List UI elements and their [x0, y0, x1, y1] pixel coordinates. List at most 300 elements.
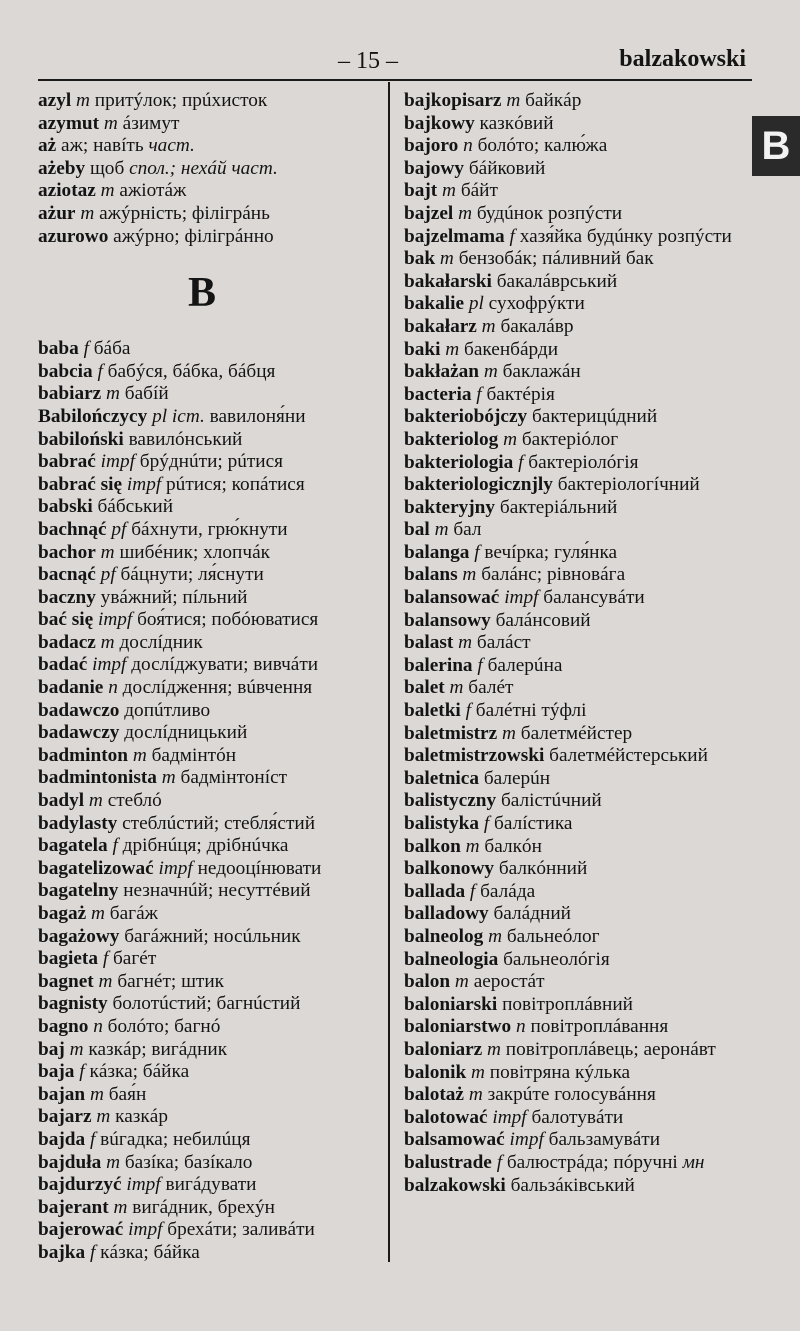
- headword: baki: [404, 338, 441, 360]
- dictionary-entry: [404, 474, 746, 497]
- translation: бадмінтóн: [151, 744, 237, 766]
- dictionary-entry: [38, 542, 382, 565]
- headword: badawczo: [38, 699, 120, 721]
- usage-note: част.: [148, 135, 195, 157]
- headword: baba: [38, 338, 79, 360]
- grammar-label: m: [100, 180, 115, 202]
- header-rule: [38, 79, 752, 81]
- headword: badać: [38, 654, 88, 676]
- dictionary-entry: [404, 723, 746, 746]
- translation: дослíдження; вúвчення: [122, 677, 313, 699]
- headword: bakteryjny: [404, 496, 496, 518]
- dictionary-entry: [404, 1175, 746, 1198]
- dictionary-entry: [404, 926, 746, 949]
- dictionary-entry: [38, 677, 382, 700]
- translation: бал: [453, 519, 482, 541]
- headword: bagażowy: [38, 925, 120, 947]
- headword: bachnąć: [38, 518, 107, 540]
- headword: babiarz: [38, 383, 102, 405]
- translation: бактеріóлог: [521, 428, 619, 450]
- translation: багéт: [113, 948, 157, 970]
- headword: balsamować: [404, 1129, 505, 1151]
- dictionary-entry: [38, 971, 382, 994]
- translation: стеблúстий; стебля́стий: [122, 812, 316, 834]
- grammar-label: m: [103, 112, 118, 134]
- grammar-label: impf: [492, 1106, 527, 1128]
- translation: балáст: [476, 632, 531, 654]
- dictionary-entry: [38, 361, 382, 384]
- translation: кáзка; бáйка: [89, 1061, 190, 1083]
- dictionary-entry: [38, 632, 382, 655]
- translation: бáхнути, грю́кнути: [131, 518, 288, 540]
- grammar-label: n: [463, 135, 473, 157]
- headword: azyl: [38, 90, 72, 111]
- headword: badminton: [38, 744, 129, 766]
- dictionary-entry: [404, 429, 746, 452]
- dictionary-entry: [38, 609, 382, 632]
- translation: казкáр: [115, 1106, 168, 1128]
- dictionary-entry: [404, 1016, 746, 1039]
- translation: бабýся, бáбка, бáбця: [107, 360, 276, 382]
- translation: хазя́йка будúнку розпýсти: [519, 225, 732, 247]
- grammar-label: m: [88, 790, 103, 812]
- translation: вúгадка; небилúця: [100, 1128, 251, 1150]
- grammar-label: m: [462, 564, 477, 586]
- dictionary-entry: [38, 1197, 382, 1220]
- dictionary-entry: [38, 948, 382, 971]
- translation: баклажáн: [502, 361, 581, 383]
- headword: balneologia: [404, 948, 499, 970]
- grammar-label: impf: [509, 1129, 544, 1151]
- headword: aż: [38, 135, 57, 157]
- running-head: balzakowski: [619, 46, 746, 72]
- dictionary-entry: [38, 790, 382, 813]
- headword: bakałarski: [404, 270, 492, 292]
- grammar-label: pl іст.: [152, 405, 205, 427]
- translation: сухофрýкти: [488, 293, 585, 315]
- headword: balerina: [404, 654, 473, 676]
- headword: bajzelmama: [404, 225, 505, 247]
- dictionary-entry: [38, 383, 382, 406]
- translation: стеблó: [107, 790, 162, 812]
- dictionary-entry: [404, 384, 746, 407]
- headword: baja: [38, 1061, 75, 1083]
- translation: болотúстий; багнúстий: [112, 993, 301, 1015]
- dictionary-entry: [404, 203, 746, 226]
- translation: бактеріологíчний: [557, 474, 700, 496]
- dictionary-entry: [38, 835, 382, 858]
- translation: вигáдувати: [165, 1174, 257, 1196]
- grammar-label: f: [465, 700, 471, 722]
- translation: бакалáврський: [496, 270, 618, 292]
- translation: дрібнúця; дрібнúчка: [122, 835, 289, 857]
- translation: будúнок розпýсти: [476, 202, 623, 224]
- dictionary-entry: [404, 361, 746, 384]
- translation: недооцíнювати: [197, 857, 322, 879]
- dictionary-entry: [38, 564, 382, 587]
- translation: бáцнути; ля́снути: [120, 564, 264, 586]
- dictionary-entry: [404, 836, 746, 859]
- headword: bakalie: [404, 293, 464, 315]
- headword: balet: [404, 677, 445, 699]
- section-letter: B: [187, 270, 216, 317]
- dictionary-entry: [404, 610, 746, 633]
- translation: казкóвий: [479, 112, 554, 134]
- translation: бальзáківський: [510, 1174, 635, 1196]
- headword: baloniarstwo: [404, 1016, 512, 1038]
- grammar-label: m: [445, 338, 460, 360]
- translation: бабíй: [124, 383, 169, 405]
- grammar-label: impf: [504, 587, 539, 609]
- headword: balotować: [404, 1106, 488, 1128]
- headword: bajzel: [404, 202, 454, 224]
- usage-note: спол.; нехáй част.: [129, 157, 278, 179]
- translation: притýлок; прúхисток: [94, 90, 268, 111]
- dictionary-entry: [38, 587, 382, 610]
- grammar-label: impf: [128, 1219, 163, 1241]
- translation: болóто; багнó: [107, 1015, 221, 1037]
- grammar-label: m: [80, 202, 95, 224]
- headword: ballada: [404, 880, 466, 902]
- headword: baletki: [404, 700, 461, 722]
- translation: бáйт: [460, 180, 498, 202]
- headword: badylasty: [38, 812, 118, 834]
- dictionary-entry: [38, 226, 382, 249]
- translation: кáзка; бáйка: [100, 1241, 200, 1263]
- dictionary-entry: [38, 519, 382, 542]
- grammar-label: m: [458, 632, 473, 654]
- dictionary-entry: [404, 158, 746, 181]
- dictionary-entry: [404, 1084, 746, 1107]
- headword: bajoro: [404, 135, 459, 157]
- headword: bagatelny: [38, 880, 119, 902]
- dictionary-entry: [404, 971, 746, 994]
- translation: балансувáти: [543, 587, 645, 609]
- grammar-label: f: [102, 948, 109, 970]
- grammar-label: impf: [98, 609, 133, 631]
- dictionary-entry: [38, 203, 382, 226]
- translation: бактеріолóгія: [528, 451, 639, 473]
- translation: бáбський: [97, 496, 174, 518]
- headword: baletnica: [404, 767, 479, 789]
- translation: багáжний; носúльник: [124, 925, 301, 947]
- grammar-label: m: [89, 1083, 104, 1105]
- headword: bakteriologicznjly: [404, 474, 553, 496]
- translation: вечíрка; гуля́нка: [484, 541, 618, 563]
- translation: балкóнний: [498, 858, 588, 880]
- translation: бальнеолóгія: [503, 948, 610, 970]
- dictionary-entry: [38, 451, 382, 474]
- translation: ажіотáж: [119, 180, 187, 202]
- grammar-label: m: [506, 90, 521, 111]
- headword: badmintonista: [38, 767, 157, 789]
- headword: badanie: [38, 677, 104, 699]
- grammar-label: f: [483, 813, 490, 834]
- headword: bacnąć: [38, 564, 96, 586]
- dictionary-entry: [404, 293, 746, 316]
- headword: baj: [38, 1038, 65, 1060]
- headword: balans: [404, 564, 458, 586]
- headword: balkon: [404, 835, 461, 857]
- dictionary-entry: [404, 564, 746, 587]
- headword: bagno: [38, 1015, 89, 1037]
- grammar-label: m: [434, 519, 449, 541]
- dictionary-entry: [404, 745, 746, 768]
- grammar-label: impf: [126, 473, 162, 495]
- translation: бакалáвр: [500, 315, 574, 337]
- headword: ażur: [38, 202, 76, 224]
- dictionary-entry: [404, 452, 746, 475]
- dictionary-entry: [404, 226, 746, 249]
- dictionary-entry: [404, 858, 746, 881]
- headword: badyl: [38, 790, 85, 812]
- translation: брýднúти; рúтися: [139, 451, 284, 473]
- translation: бактéрія: [486, 383, 555, 405]
- translation: бадмінтонíст: [180, 767, 288, 789]
- headword: bajkowy: [404, 112, 475, 134]
- headword: bakteriobójczy: [404, 406, 528, 428]
- translation: казкáр; вигáдник: [88, 1038, 228, 1060]
- grammar-label: pf: [111, 518, 127, 540]
- grammar-label: m: [100, 541, 115, 563]
- translation: бая́н: [108, 1083, 147, 1105]
- translation: дослíдницький: [124, 722, 248, 744]
- dictionary-entry: [404, 903, 746, 926]
- grammar-label: m: [132, 744, 147, 766]
- grammar-label: n: [108, 677, 118, 699]
- headword: bagnisty: [38, 993, 108, 1015]
- translation: боя́тися; побóюватися: [137, 609, 319, 631]
- translation: ажýрність; філігрáнь: [99, 202, 270, 224]
- headword: bajda: [38, 1128, 86, 1150]
- grammar-label: f: [476, 383, 482, 405]
- headword: babiloński: [38, 428, 124, 450]
- grammar-label: m: [471, 1061, 485, 1083]
- grammar-label: m: [454, 971, 469, 993]
- grammar-label: m: [481, 315, 496, 337]
- headword: balistyczny: [404, 790, 497, 812]
- headword: babski: [38, 496, 93, 518]
- dictionary-entry: [404, 1062, 746, 1085]
- grammar-label: f: [509, 225, 515, 247]
- translation: дослíджувати; вивчáти: [131, 654, 319, 676]
- grammar-label: n: [515, 1016, 526, 1038]
- grammar-label: f: [97, 360, 103, 382]
- dictionary-entry: [404, 339, 746, 362]
- headword: baloniarz: [404, 1038, 483, 1060]
- dictionary-entry: [404, 519, 746, 542]
- translation: балетмéйстерський: [549, 745, 708, 767]
- dictionary-entry: [404, 881, 746, 904]
- dictionary-entry: [404, 768, 746, 791]
- grammar-label: f: [496, 1151, 503, 1173]
- translation: балерúна: [487, 654, 563, 676]
- grammar-label: m: [69, 1038, 84, 1060]
- headword: bajarz: [38, 1106, 92, 1128]
- translation: балáнс; рівновáга: [481, 564, 626, 586]
- grammar-label: m: [483, 361, 498, 383]
- headword: bajt: [404, 180, 438, 202]
- grammar-label: pl: [468, 293, 484, 315]
- headword: babcia: [38, 360, 93, 382]
- grammar-label: f: [518, 451, 524, 473]
- grammar-label: f: [79, 1061, 85, 1083]
- dictionary-entry: [38, 880, 382, 903]
- headword: baletmistrzowski: [404, 745, 545, 767]
- translation: балотувáти: [531, 1106, 624, 1128]
- translation: повітряна кýлька: [489, 1061, 631, 1083]
- translation: рúтися; копáтися: [166, 473, 305, 495]
- headword: balladowy: [404, 903, 489, 925]
- headword: baczny: [38, 586, 96, 608]
- headword: bajowy: [404, 157, 464, 179]
- translation: бактеріáльний: [499, 496, 618, 518]
- headword: bakałarz: [404, 315, 477, 337]
- translation: базíка; базíкало: [124, 1151, 253, 1173]
- translation: балістúчний: [500, 790, 602, 812]
- headword: balast: [404, 632, 454, 654]
- headword: balustrade: [404, 1151, 492, 1173]
- headword: bagatela: [38, 835, 108, 857]
- translation: багáж: [109, 903, 158, 924]
- dictionary-entry: [404, 949, 746, 972]
- dictionary-entry: [38, 113, 382, 136]
- dictionary-entry: [404, 248, 746, 271]
- translation: брехáти; заливáти: [167, 1219, 315, 1241]
- dictionary-entry: [404, 632, 746, 655]
- dictionary-entry: [38, 406, 382, 429]
- dictionary-entry: [404, 406, 746, 429]
- dictionary-entry: [38, 180, 382, 203]
- dictionary-entry: [404, 497, 746, 520]
- headword: bagatelizować: [38, 857, 154, 879]
- grammar-label: m: [465, 835, 480, 857]
- translation: балáда: [480, 880, 536, 902]
- grammar-label: f: [469, 880, 476, 902]
- headword: bajerant: [38, 1196, 109, 1218]
- dictionary-entry: [38, 767, 382, 790]
- translation: бальнеóлог: [506, 925, 600, 947]
- dictionary-entry: [38, 90, 382, 113]
- translation: щоб: [89, 157, 125, 179]
- dictionary-entry: [404, 1152, 746, 1175]
- dictionary-entry: [38, 1061, 382, 1084]
- translation: аж; навíть: [61, 135, 144, 157]
- headword: bajan: [38, 1083, 86, 1105]
- dictionary-entry: [38, 338, 382, 361]
- grammar-label: f: [112, 835, 118, 857]
- headword: ażeby: [38, 157, 86, 179]
- dictionary-entry: [38, 813, 382, 836]
- headword: badawczy: [38, 722, 120, 744]
- headword: bacteria: [404, 383, 472, 405]
- dictionary-entry: [38, 926, 382, 949]
- translation: увáжний; пíльний: [100, 586, 248, 608]
- translation: балíстика: [494, 813, 573, 834]
- translation: вавилоня́ни: [209, 405, 306, 427]
- headword: baloniarski: [404, 993, 498, 1015]
- headword: balkonowy: [404, 858, 495, 880]
- grammar-label: impf: [92, 654, 127, 676]
- headword: balistyka: [404, 813, 480, 834]
- translation: незначнúй; несуттéвий: [123, 880, 311, 902]
- headword: balonik: [404, 1061, 467, 1083]
- dictionary-entry: [404, 813, 746, 836]
- headword: balotaż: [404, 1084, 464, 1106]
- grammar-label: m: [503, 428, 518, 450]
- translation: повітроплáвець; аеронáвт: [505, 1038, 716, 1060]
- translation: бакенбáрди: [464, 338, 559, 360]
- headword: babrać się: [38, 473, 123, 495]
- translation: балáнсовий: [495, 609, 591, 631]
- grammar-label: f: [89, 1128, 96, 1150]
- grammar-label: мн: [682, 1151, 705, 1173]
- headword: bak: [404, 248, 436, 270]
- grammar-label: f: [477, 654, 483, 676]
- headword: azurowo: [38, 225, 109, 247]
- translation: áзимут: [122, 112, 180, 134]
- grammar-label: m: [468, 1084, 483, 1106]
- translation: допúтливо: [124, 699, 211, 721]
- dictionary-entry: [404, 1039, 746, 1062]
- headword: bagnet: [38, 970, 94, 992]
- headword: bajka: [38, 1241, 86, 1263]
- dictionary-entry: [38, 1219, 382, 1242]
- dictionary-entry: [404, 677, 746, 700]
- headword: balansować: [404, 587, 500, 609]
- headword: bakteriolog: [404, 428, 499, 450]
- headword: bajdurzyć: [38, 1174, 122, 1196]
- translation: балюстрáда; пóручні: [506, 1151, 678, 1173]
- dictionary-entry: [38, 1106, 382, 1129]
- dictionary-entry: [38, 1039, 382, 1062]
- translation: повітроплáвний: [502, 993, 633, 1015]
- headword: bagaż: [38, 903, 87, 924]
- translation: байкáр: [525, 90, 582, 111]
- dictionary-entry: [404, 1129, 746, 1152]
- translation: балéт: [468, 677, 514, 699]
- grammar-label: impf: [158, 857, 193, 879]
- dictionary-entry: [38, 722, 382, 745]
- dictionary-entry: [404, 180, 746, 203]
- dictionary-entry: [38, 1242, 382, 1265]
- column-divider: [388, 82, 390, 1262]
- dictionary-entry: [404, 700, 746, 723]
- grammar-label: f: [83, 338, 89, 360]
- headword: aziotaz: [38, 180, 96, 202]
- dictionary-entry: [404, 1107, 746, 1130]
- grammar-label: n: [93, 1015, 103, 1037]
- left-column: [38, 90, 382, 1265]
- dictionary-entry: [404, 90, 746, 113]
- page-header: [38, 46, 750, 80]
- translation: шибéник; хлопчáк: [119, 541, 270, 563]
- translation: вигáдник, брехýн: [132, 1196, 275, 1218]
- translation: балáдний: [493, 903, 571, 925]
- dictionary-entry: [404, 790, 746, 813]
- dictionary-entry: [38, 1129, 382, 1152]
- thumb-index-tab: B: [752, 116, 800, 176]
- headword: balneolog: [404, 925, 484, 947]
- translation: ажýрно; філігрáнно: [113, 225, 274, 247]
- translation: багнéт; штик: [117, 970, 225, 992]
- translation: аеростáт: [473, 971, 545, 993]
- translation: балерúн: [483, 767, 551, 789]
- grammar-label: m: [100, 631, 115, 653]
- dictionary-entry: [404, 994, 746, 1017]
- headword: bagieta: [38, 948, 98, 970]
- headword: badacz: [38, 631, 96, 653]
